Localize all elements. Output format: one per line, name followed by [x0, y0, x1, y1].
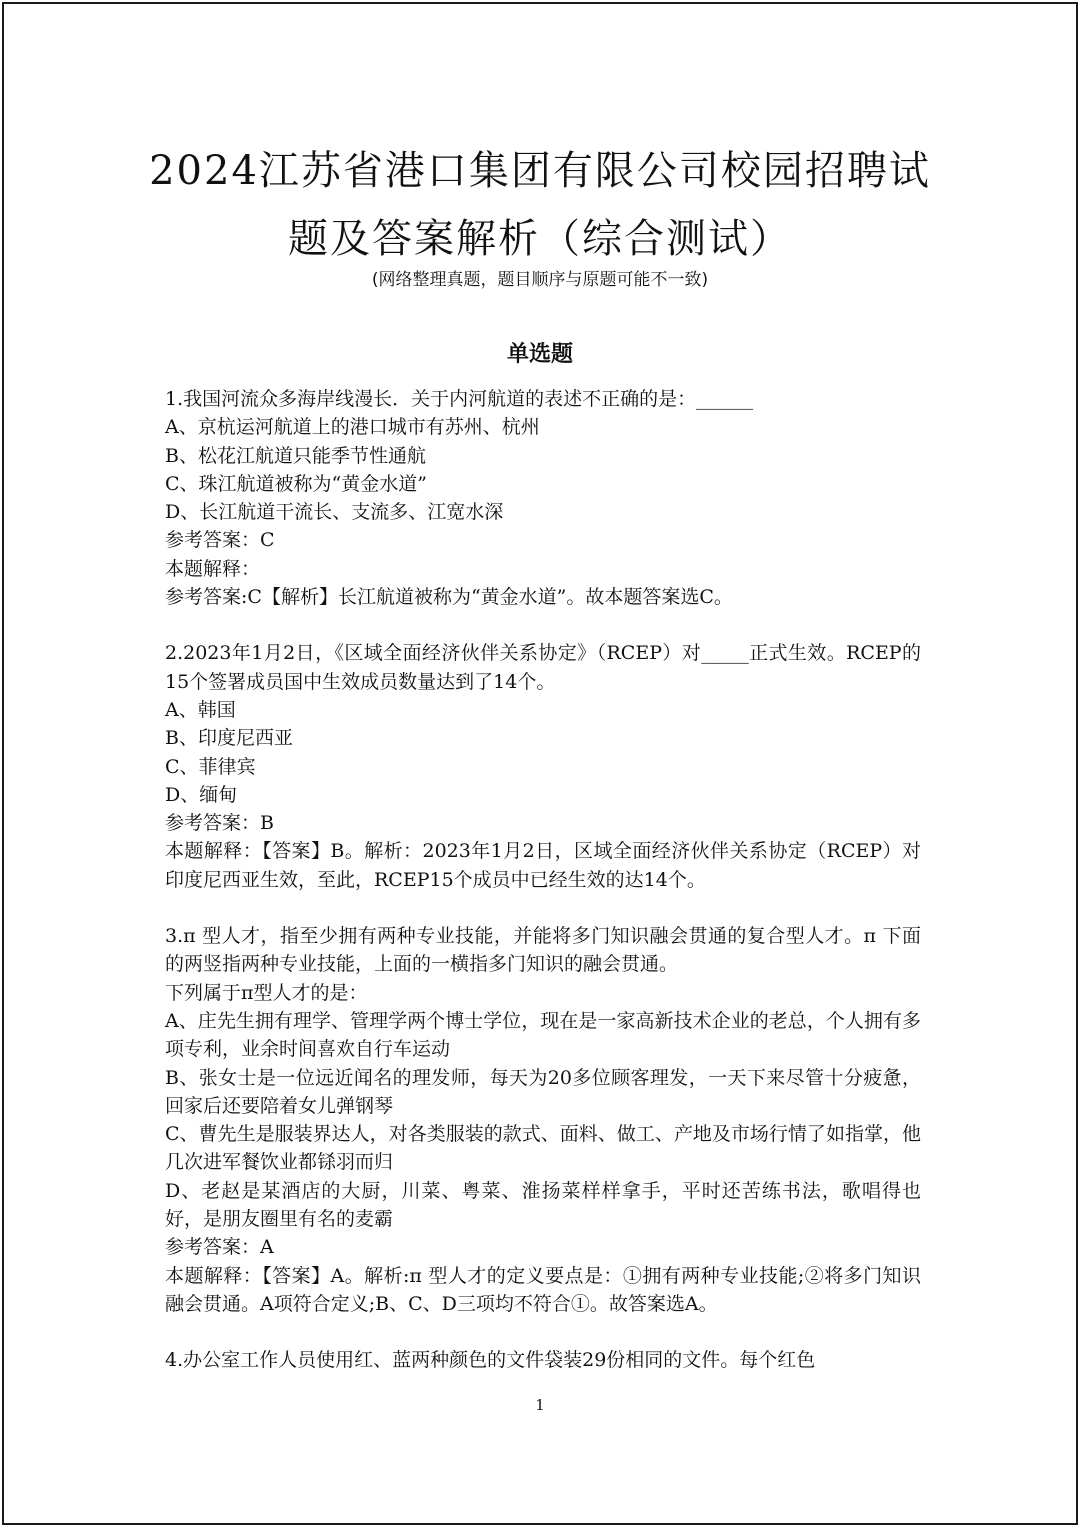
option-b: B、印度尼西亚 — [165, 727, 293, 750]
question-stem: 4.办公室工作人员使用红、蓝两种颜色的文件袋装29份相同的文件。每个红色 — [165, 1349, 816, 1372]
question-2 — [165, 639, 921, 894]
document-page — [2, 2, 1078, 1525]
question-4 — [165, 1346, 921, 1374]
document-subtitle: (网络整理真题，题目顺序与原题可能不一致) — [371, 270, 709, 290]
option-c: C、曹先生是服装界达人，对各类服装的款式、面料、做工、产地及市场行情了如指掌，他几次进军餐饮业都铩羽而归 — [165, 1123, 921, 1174]
option-d: D、长江航道干流长、支流多、江宽水深 — [165, 501, 504, 524]
option-d: D、缅甸 — [165, 783, 238, 806]
option-a: A、京杭运河航道上的港口城市有苏州、杭州 — [165, 416, 540, 439]
explanation-text: 本题解释：【答案】B。解析：2023年1月2日，区域全面经济伙伴关系协定（RCEP）对印度尼西亚生效，至此，RCEP15个成员中已经生效的达14个。 — [165, 840, 921, 891]
option-a: A、韩国 — [165, 698, 236, 721]
question-1 — [165, 385, 921, 611]
question-prompt: 下列属于π型人才的是： — [165, 981, 368, 1004]
section-heading-single-choice: 单选题 — [506, 342, 573, 367]
reference-answer: 参考答案：A — [165, 1236, 274, 1259]
option-b: B、张女士是一位远近闻名的理发师，每天为20多位顾客理发，一天下来尽管十分疲惫，回家后还要陪着女儿弹钢琴 — [165, 1066, 921, 1117]
reference-answer: 参考答案：B — [165, 812, 274, 835]
option-a: A、庄先生拥有理学、管理学两个博士学位，现在是一家高新技术企业的老总，个人拥有多项专利，业余时间喜欢自行车运动 — [165, 1009, 921, 1061]
explanation-text: 参考答案:C【解析】长江航道被称为“黄金水道”。故本题答案选C。 — [165, 586, 733, 609]
page-number: 1 — [535, 1396, 545, 1414]
document-title-line-1: 2024江苏省港口集团有限公司校园招聘试 — [149, 148, 931, 194]
question-stem: 3.π 型人才，指至少拥有两种专业技能，并能将多门知识融会贯通的复合型人才。π 下面的两竖指两种专业技能，上面的一横指多门知识的融会贯通。 — [165, 925, 921, 976]
option-d: D、老赵是某酒店的大厨，川菜、粤菜、淮扬菜样样拿手，平时还苦练书法，歌唱得也好，是朋友圈里有名的麦霸 — [165, 1179, 921, 1231]
explanation-text: 本题解释：【答案】A。解析:π 型人才的定义要点是：①拥有两种专业技能;②将多门知识融会贯通。A项符合定义;B、C、D三项均不符合①。故答案选A。 — [165, 1264, 921, 1315]
reference-answer: 参考答案：C — [165, 529, 275, 552]
option-b: B、松花江航道只能季节性通航 — [165, 444, 426, 467]
question-list — [165, 385, 921, 1403]
question-stem: 2.2023年1月2日，《区域全面经济伙伴关系协定》（RCEP）对_____正式生效。RCEP的15个签署成员国中生效成员数量达到了14个。 — [165, 642, 921, 693]
option-c: C、菲律宾 — [165, 755, 256, 778]
explanation-label: 本题解释： — [165, 557, 261, 580]
question-3 — [165, 922, 921, 1318]
question-stem: 1.我国河流众多海岸线漫长．关于内河航道的表述不正确的是：______ — [165, 388, 754, 410]
document-title-line-2: 题及答案解析（综合测试） — [288, 216, 792, 262]
option-c: C、珠江航道被称为“黄金水道” — [165, 472, 427, 495]
